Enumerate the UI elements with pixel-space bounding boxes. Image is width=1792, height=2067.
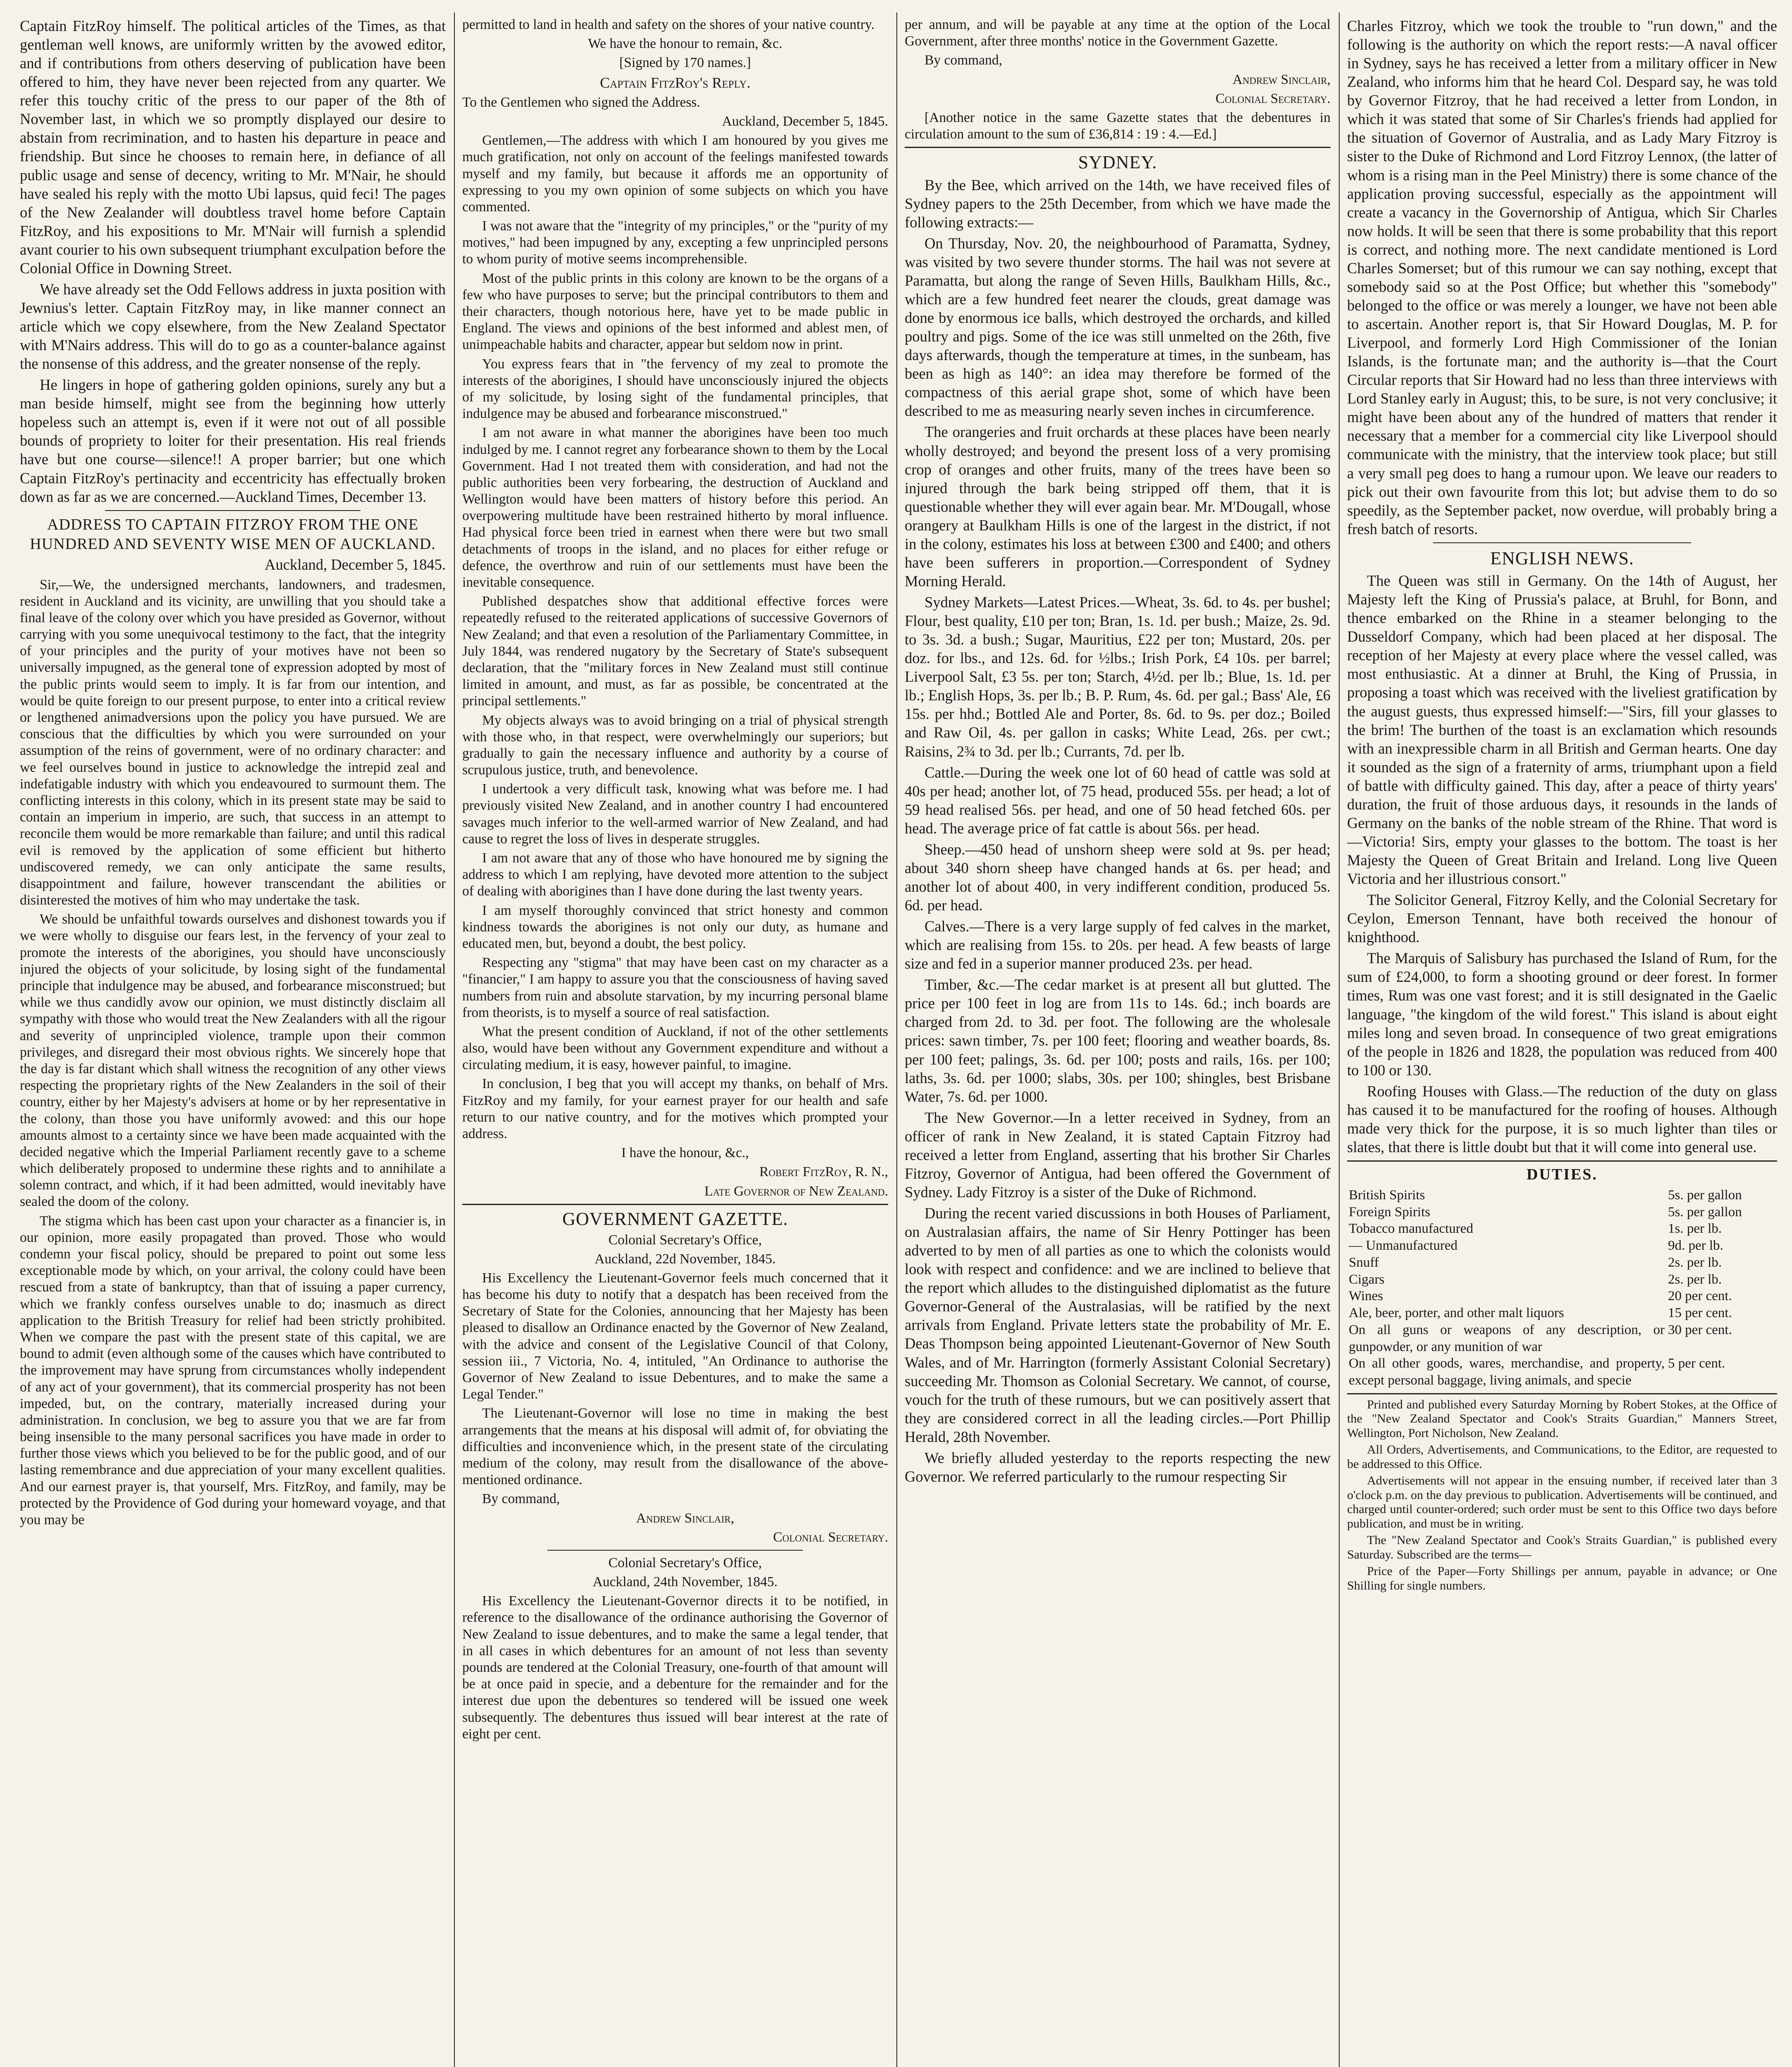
article-text: He lingers in hope of gathering golden opinions, surely any but a man beside himself, might see from the beginning how utterly hopeless such an attempt is, even if it were not out of all possible bounds of propriety to loiter for their presentation. His real friends have but one course—silence!! A proper barrier; but one which Captain FitzRoy's pertinacity and eccentricity has effectually broken down as far as we are concerned.—Auckland Times, December 13. bbox=[20, 376, 446, 505]
article-text: I am not aware that any of those who have honoured me by signing the address to which I am replying, have devoted more attention to the subject of dealing with aborigines than I have done during the last twenty years. bbox=[462, 850, 888, 899]
article-text: Sir,—We, the undersigned merchants, landowners, and tradesmen, resident in Auckland and its vicinity, are unwilling that you should take a final leave of the colony over which you have presided as Governor, without carrying with you some unequivocal testimony to the fact, that the integrity of your principles and the purity of your motives have not been so universally impugned, as the general tone of expression adopted by most of the public prints would seem to imply. It is far from our intention, and would be quite foreign to our present purpose, to enter into a critical review or lengthened animadversions upon the policy you have pursued. We are conscious that the difficulties by which you were surrounded on your assumption of the reins of government, were of no ordinary character: and we feel ourselves bound in justice to acknowledge the intrepid zeal and indefatigable industry with which you endeavoured to surmount them. The conflicting interests in this colony, which in its present state may be said to contain an imperium in imperio, are such, that success in an attempt to reconcile them would be more remarkable than failure; and until this radical evil is removed by the application of some efficient but hitherto undiscovered remedy, we can only anticipate the same results, disappointment and failure, however transcendant the abilities or disinterested the motives of him who may undertake the task. bbox=[20, 577, 446, 908]
signature-name: Robert FitzRoy, R. N., bbox=[759, 1164, 888, 1180]
editor-note: [Another notice in the same Gazette states that the debentures in circulation amount to the sum of £36,814 : 19 : 4.—Ed.] bbox=[905, 110, 1331, 142]
footer-note: The "New Zealand Spectator and Cook's Straits Guardian," is published every Saturday. Subscribed are the terms— bbox=[1347, 1533, 1777, 1561]
article-text: Cattle.—During the week one lot of 60 head of cattle was sold at 40s per head; another lot, of 75 head, produced 55s. per head; a lot of 59 head realised 56s. per head, and one of 50 head fetched 60s. per head. The average price of fat cattle is about 56s. per head. bbox=[905, 764, 1331, 837]
article-text: Charles Fitzroy, which we took the trouble to "run down," and the following is the authority on which the report rests:—A naval officer in Sydney, says he has received a letter from a military officer in New Zealand, who informs him that he heard Col. Despard say, he was told by Governor Fitzroy, that he had received a letter from London, in which it was stated that some of Sir Charles's friends had applied for the situation of Governor of Australia, and as Lady Mary Fitzroy is sister to the Duke of Richmond and Lord Fitzroy Lennox, (the latter of whom is a rising man in the Peel Ministry) there is some chance of the application proving successful, especially as the appointment will create a vacancy in the Governorship of Antigua, which Sir Charles now holds. It will be seen that there is some probability that this report is correct, and nothing more. The next candidate mentioned is Lord Charles Somerset; but of this rumour we can say nothing, except that somebody said so at the Post Office; but whether this "somebody" belonged to the office or was merely a lounger, we have not been able to ascertain. Another report is, that Sir Howard Douglas, M. P. for Liverpool, and formerly Lord High Commissioner of the Ionian Islands, is the fortunate man; and the authority is—that the Court Circular reports that Sir Howard had no less than three interviews with Lord Stanley early in August; this, to be sure, is not very conclusive; it might have been about any of the hundred of matters that render it necessary that a member for a commercial city like Liverpool should communicate with the ministry, that the interview took place; but still a very small peg does to hang a rumour upon. We leave our readers to pick out their own favourite from this lot; but advise them to do so speedily, as the September packet, now overdue, will probably bring a fresh batch of resorts. bbox=[1347, 17, 1777, 537]
article-text: Published despatches show that additional effective forces were repeatedly refused to the reiterated applications of successive Governors of New Zealand; and that even a resolution of the Parliamentary Committee, in July 1844, was rendered nugatory by the Secretary of State's subsequent declaration, that the "military forces in New Zealand must still continue limited in amount, and must, as far as possible, be concentrated at the principal settlements." bbox=[462, 594, 888, 709]
duties-row bbox=[1347, 1204, 1777, 1221]
column-2 bbox=[462, 17, 888, 2067]
reply-addressee: To the Gentlemen who signed the Address. bbox=[462, 94, 700, 110]
article-text: We should be unfaithful towards ourselves and dishonest towards you if we were wholly to disguise our fears lest, in the fervency of your zeal to promote the interests of the aborigines, you should have unconsciously injured the objects of your solicitude, by losing sight of the fundamental principle that indulgence may be abused, and forbearance misconstrued; but while we thus candidly avow our opinion, we must distinctly disclaim all sympathy with those who would treat the New Zealanders with all the rigour and severity of unprincipled violence, trample upon their common privileges, and disregard their most obvious rights. We sincerely hope that the day is far distant which shall witness the recognition of any other views respecting the proprietary rights of the New Zealanders in the soil of their country, either by her Majesty's advisers at home or by her representative in the colony, than those you have uniformly avowed: and this our hope amounts almost to a certainty since we have been made acquainted with the decided negative which the Imperial Parliament recently gave to a scheme which deliberately proposed to undermine these rights and to annihilate a solemn contract, and which, if it had been admitted, would inevitably have sealed the doom of the colony. bbox=[20, 912, 446, 1210]
article-text: Sydney Markets—Latest Prices.—Wheat, 3s. 6d. to 4s. per bushel; Flour, best quality, £10 per ton; Bran, 1s. 1d. per bush.; Maize, 2s. 9d. to 3s. 3d. a bush.; Sugar, Mauritius, £22 per ton; Mustard, 20s. per doz. for lbs., and 12s. 6d. for ½lbs.; Irish Pork, £4 10s. per barrel; Liverpool Salt, £3 5s. per ton; Starch, 4½d. per lb.; Blue, 1s. 1d. per lb.; English Hops, 3s. per lb.; B. P. Rum, 4s. 6d. per gal.; Bass' Ale, £6 15s. per hhd.; Bottled Ale and Porter, 8s. 6d. to 9s. per doz.; Boiled and Raw Oil, 4s. per gallon in casks; White Lead, 26s. per cwt.; Raisins, 2¾ to 3d. per lb.; Currants, 7d. per lb. bbox=[905, 594, 1331, 760]
article-text: Timber, &c.—The cedar market is at present all but glutted. The price per 100 feet in log are from 11s to 14s. 6d.; inch boards are charged from 2d. to 3d. per foot. The following are the wholesale prices: sawn timber, 7s. per 100 feet; flooring and weather boards, 8s. per 100 feet; palings, 3s. 6d. per 100; posts and rails, 16s. per 100; laths, 3s. 6d. per 1000; slabs, 30s. per 100; shingles, best Brisbane Water, 7s. 6d. per 1000. bbox=[905, 976, 1331, 1105]
duties-heading: DUTIES. bbox=[1527, 1166, 1598, 1184]
duty-rate: 5s. per gallon bbox=[1668, 1204, 1742, 1220]
article-text: Calves.—There is a very large supply of fed calves in the market, which are realising from 15s. to 20s. per head. A few beasts of large size and fed in a superior manner produced 23s. per head. bbox=[905, 918, 1331, 972]
dateline: Auckland, 24th November, 1845. bbox=[593, 1574, 778, 1590]
duty-item: Cigars bbox=[1349, 1272, 1385, 1287]
duties-row bbox=[1347, 1187, 1777, 1204]
closing: I have the honour, &c., bbox=[621, 1145, 749, 1161]
closing: We have the honour to remain, &c. bbox=[588, 36, 782, 52]
duties-table bbox=[1347, 1187, 1777, 1389]
duty-item: Wines bbox=[1349, 1289, 1383, 1304]
article-text: Captain FitzRoy himself. The political articles of the Times, as that gentleman well knows, are uniformly written by the avowed editor, and if contributions from others deserving of publication have been offered to him, they have never been rejected from any quarter. We refer this touchy critic of the press to our paper of the 8th of November last, in which we so promptly displayed our desire to abstain from recrimination, and to hasten his departure in peace and friendship. But since he chooses to remain here, in defiance of all public usage and sense of decency, writing to Mr. M'Nair, he should have sealed his reply with the motto Ubi lapsus, quid feci! The pages of the New Zealander will doubtless travel home before Captain FitzRoy, and his expositions to Mr. M'Nair will furnish a splendid avant courier to his own subsequent triumphant exculpation before the Colonial Office in Downing Street. bbox=[20, 17, 446, 277]
article-text: The Lieutenant-Governor will lose no time in making the best arrangements that the means at his disposal will admit of, for obviating the difficulties and inconvenience which, in the present state of the circulating medium of the colony, may result from the disallowance of the above-mentioned ordinance. bbox=[462, 1406, 888, 1488]
divider bbox=[905, 147, 1331, 148]
duty-item: British Spirits bbox=[1349, 1187, 1425, 1203]
column-1 bbox=[20, 17, 446, 2067]
divider bbox=[1347, 1393, 1777, 1394]
divider bbox=[105, 510, 361, 511]
duty-rate: 9d. per lb. bbox=[1668, 1238, 1723, 1253]
article-text: In conclusion, I beg that you will accept my thanks, on behalf of Mrs. FitzRoy and my family, for your earnest prayer for our health and safe return to our native country, and for the motives which prompted your address. bbox=[462, 1076, 888, 1141]
article-text: per annum, and will be payable at any time at the option of the Local Government, after three months' notice in the Government Gazette. bbox=[905, 17, 1331, 49]
reply-heading: Captain FitzRoy's Reply. bbox=[600, 74, 751, 91]
divider bbox=[1347, 1160, 1777, 1162]
duty-item: Ale, beer, porter, and other malt liquors bbox=[1349, 1306, 1564, 1321]
duty-rate: 30 per cent. bbox=[1668, 1322, 1732, 1337]
by-command: By command, bbox=[482, 1491, 560, 1507]
signature-name: Andrew Sinclair, bbox=[1232, 72, 1331, 87]
article-heading: ADDRESS TO CAPTAIN FITZROY FROM THE ONE HUNDRED AND SEVENTY WISE MEN OF AUCKLAND. bbox=[30, 516, 436, 553]
duty-rate: 20 per cent. bbox=[1668, 1289, 1732, 1304]
signature-name: Andrew Sinclair, bbox=[636, 1510, 734, 1526]
article-text: You express fears that in "the fervency of my zeal to promote the interests of the aborigines, I should have unconsciously injured the objects of my solicitude, by losing sight of the fundamental principles, that indulgence may be abused and forbearance misconstrued." bbox=[462, 356, 888, 422]
english-news-heading: ENGLISH NEWS. bbox=[1490, 548, 1634, 568]
footer-price: Price of the Paper—Forty Shillings per annum, payable in advance; or One Shilling for single numbers. bbox=[1347, 1564, 1777, 1592]
signature-title: Colonial Secretary. bbox=[1215, 91, 1331, 106]
column-3 bbox=[905, 17, 1331, 2067]
sydney-heading: SYDNEY. bbox=[1078, 152, 1157, 173]
divider bbox=[1433, 542, 1691, 543]
article-text: I undertook a very difficult task, knowing what was before me. I had previously visited New Zealand, and in another country I had encountered savages much inferior to the well-armed warrior of New Zealand, and had cause to regret the loss of lives in desperate struggles. bbox=[462, 781, 888, 847]
article-text: The stigma which has been cast upon your character as a financier is, in our opinion, more easily propagated than proved. Those who would condemn your fiscal policy, should be prepared to point out some less exceptionable mode by which, on your arrival, the colony could have been rescued from a state of bankruptcy, than that of issuing a paper currency, which we frankly confess ourselves unable to do; inasmuch as direct application to the British Treasury for relief had been strictly prohibited. When we compare the past with the present state of this capital, we are bound to admit (even although some of the causes which have contributed to the improvement may have sprung from circumstances wholly independent of any act of your government), that its commercial prosperity has not been impeded, but, on the contrary, materially increased during your administration. In conclusion, we beg to assure you that we are far from being insensible to the many personal sacrifices you have made in order to further those views which you believed to be for the public good, and of our lasting remembrance and due appreciation of your many excellent qualities. And our earnest prayer is, that yourself, Mrs. FitzRoy, and family, may be protected by the Providence of God during your homeward voyage, and that you may be bbox=[20, 1213, 446, 1528]
article-text: The Queen was still in Germany. On the 14th of August, her Majesty left the King of Prussia's palace, at Bruhl, for Bonn, and thence embarked on the Rhine in a steamer belonging to the Dusseldorf Company, which had been placed at her disposal. The reception of her Majesty at every place where the vessel called, was most enthusiastic. At a dinner at Bruhl, the King of Prussia, in proposing a toast which was received with the liveliest gratification by the august guests, thus expressed himself:—"Sirs, fill your glasses to the brim! The burthen of the toast is an exclamation which resounds with an inexpressible charm in all British and German hearts. One day it sounded as the sign of a fraternity of arms, triumphant upon a field of battle with difficulty gained. This day, after a peace of thirty years' duration, the fruit of those arduous days, it resounds in the lands of Germany on the banks of the noble stream of the Rhine. That word is—Victoria! Sirs, empty your glasses to the bottom. The toast is her Majesty the Queen of Great Britain and Ireland. Long live Queen Victoria and her illustrious consort." bbox=[1347, 572, 1777, 888]
duties-row bbox=[1347, 1355, 1777, 1389]
duties-row bbox=[1347, 1220, 1777, 1237]
article-text: On Thursday, Nov. 20, the neighbourhood of Paramatta, Sydney, was visited by two severe thunder storms. The hail was not severe at Paramatta, but along the range of Seven Hills, Baulkham Hills, &c., which are a few hundred feet nearer the clouds, great damage was done by enormous ice balls, which destroyed the orchards, and killed poultry and pigs. Some of the ice was still unmelted on the 26th, five days afterwards, though the temperature at times, in the sunbeam, has been as high as 140°: an idea may therefore be formed of the compactness of this aerial grape shot, some of which have been described to me as measuring nearly seven inches in circumference. bbox=[905, 234, 1331, 420]
article-text: We briefly alluded yesterday to the reports respecting the new Governor. We referred particularly to the rumour respecting Sir bbox=[905, 1449, 1331, 1485]
article-text: The orangeries and fruit orchards at these places have been nearly wholly destroyed; and beyond the present loss of a very promising crop of oranges and other fruits, many of the trees have been so injured through the bark being stripped off them, that it is questionable whether they will ever again bear. Mr. M'Dougall, whose orangery at Baulkham Hills is one of the largest in the district, if not in the colony, estimates his loss at between £300 and £400; and others have been sufferers in proportion.—Correspondent of Sydney Morning Herald. bbox=[905, 423, 1331, 590]
duties-row bbox=[1347, 1305, 1777, 1322]
article-text: What the present condition of Auckland, if not of the other settlements also, would have been without any Government expenditure and without a circulating medium, it is easy, however painful, to imagine. bbox=[462, 1024, 888, 1073]
office-line: Colonial Secretary's Office, bbox=[608, 1232, 762, 1248]
duty-rate: 2s. per lb. bbox=[1668, 1255, 1722, 1270]
article-text: I was not aware that the "integrity of my principles," or the "purity of my motives," had been impugned by any, excepting a few unprincipled persons to whom purity of motive seems incomprehensible. bbox=[462, 218, 888, 267]
article-text: By the Bee, which arrived on the 14th, we have received files of Sydney papers to the 25th December, from which we have made the following extracts:— bbox=[905, 176, 1331, 231]
column-rule bbox=[454, 12, 455, 2067]
signature-title: Colonial Secretary. bbox=[773, 1529, 888, 1545]
article-text: His Excellency the Lieutenant-Governor feels much concerned that it has become his duty to notify that a despatch has been received from the Secretary of State for the Colonies, announcing that her Majesty has been pleased to disallow an Ordinance enacted by the Governor of New Zealand, with the advice and consent of the Legislative Council of that Colony, session iii., 7 Victoria, No. 4, intituled, "An Ordinance to authorise the Governor of New Zealand to issue Debentures, and to make the same a Legal Tender." bbox=[462, 1270, 888, 1402]
duties-row bbox=[1347, 1288, 1777, 1305]
duty-item: Tobacco manufactured bbox=[1349, 1221, 1473, 1236]
divider bbox=[462, 1204, 888, 1205]
footer-note: Advertisements will not appear in the ensuing number, if received later than 3 o'clock p.m. on the day previous to publication. Advertisements will be continued, and charged until counter-ordered; such order must be sent to this Office two days before publication, and must be in writing. bbox=[1347, 1474, 1777, 1530]
duty-rate: 5 per cent. bbox=[1668, 1356, 1725, 1371]
column-rule bbox=[1339, 12, 1340, 2067]
article-text: I am not aware in what manner the aborigines have been too much indulged by me. I cannot regret any forbearance shown to them by the Local Government. Had I not treated them with consideration, and had not the public authorities been very forbearing, the destruction of Auckland and Wellington would have been matters of history before this period. An overpowering multitude have been restrained hitherto by moral influence. Had physical force been tried in earnest when there were but two small detachments of troops in the island, and no places for either refuge or defence, the overthrow and ruin of our settlements must have been the inevitable consequence. bbox=[462, 425, 888, 590]
dateline: Auckland, 22d November, 1845. bbox=[595, 1251, 776, 1267]
duties-row bbox=[1347, 1237, 1777, 1254]
article-text: The New Governor.—In a letter received in Sydney, from an officer of rank in New Zealand, it is stated Captain Fitzroy had received a letter from England, asserting that his brother Sir Charles Fitzroy, Governor of Antigua, had been offered the Government of Sydney. Lady Fitzroy is a sister of the Duke of Richmond. bbox=[905, 1109, 1331, 1201]
duty-item: On all other goods, wares, merchandise, and property, except personal baggage, living animals, and specie bbox=[1349, 1356, 1665, 1388]
article-text: His Excellency the Lieutenant-Governor directs it to be notified, in reference to the disallowance of the ordinance authorising the Governor of New Zealand to issue debentures, and to make the same a legal tender, that in all cases in which debentures for an amount of not less than seventy pounds are tendered at the Colonial Treasury, one-fourth of that amount will be at once paid in specie, and a debenture for the remainder and for the interest due upon the debentures so tendered will be issued one week subsequently. The debentures thus issued will bear interest at the rate of eight per cent. bbox=[462, 1593, 888, 1742]
signatures-note: [Signed by 170 names.] bbox=[619, 55, 751, 71]
divider bbox=[547, 1550, 803, 1551]
duties-row bbox=[1347, 1254, 1777, 1271]
duty-item: On all guns or weapons of any description, or gunpowder, or any munition of war bbox=[1349, 1322, 1665, 1354]
column-4 bbox=[1347, 17, 1777, 2067]
article-text: permitted to land in health and safety on the shores of your native country. bbox=[462, 17, 874, 32]
article-text: Respecting any "stigma" that may have been cast on my character as a "financier," I am happy to assure you that the consciousness of having saved numbers from ruin and absolute starvation, by my incurring personal blame from theorists, is to myself a source of real satisfaction. bbox=[462, 955, 888, 1020]
article-text: Roofing Houses with Glass.—The reduction of the duty on glass has caused it to be manufactured for the roofing of houses. Although made very thick for the purpose, it is so much lighter than tiles or slates, that there is little doubt but that it will come into general use. bbox=[1347, 1082, 1777, 1155]
article-text: My objects always was to avoid bringing on a trial of physical strength with those who, in that respect, were overwhelmingly our superiors; but gradually to gain the necessary influence and authority by a course of scrupulous justice, truth, and benevolence. bbox=[462, 712, 888, 778]
article-text: The Marquis of Salisbury has purchased the Island of Rum, for the sum of £24,000, to form a shooting ground or deer forest. In former times, Rum was one vast forest; and it is still designated in the Gaelic language, "the kingdom of the wild forest." This island is about eight miles long and seven broad. In consequence of two great emigrations of the people in 1826 and 1828, the population was reduced from 400 to 100 or 130. bbox=[1347, 950, 1777, 1079]
signature-title: Late Governor of New Zealand. bbox=[704, 1183, 888, 1199]
article-text: During the recent varied discussions in both Houses of Parliament, on Australasian affairs, the name of Sir Henry Pottinger has been adverted to by men of all parties as one to which the colonists would look with respect and confidence: and we are inclined to believe that the report which alludes to the distinguished diplomatist as the future Governor-General of the Australasias, will be ratified by the next arrivals from England. Private letters state the probability of Mr. E. Deas Thompson being appointed Lieutenant-Governor of New South Wales, and of Mr. Harrington (formerly Assistant Colonial Secretary) succeeding Mr. Thomson as Colonial Secretary. We cannot, of course, vouch for the truth of these rumours, but we can positively assert that they are considered correct in all the leading circles.—Port Phillip Herald, 28th November. bbox=[905, 1205, 1331, 1445]
duty-rate: 15 per cent. bbox=[1668, 1306, 1732, 1321]
duties-row bbox=[1347, 1271, 1777, 1288]
dateline: Auckland, December 5, 1845. bbox=[265, 556, 446, 573]
dateline: Auckland, December 5, 1845. bbox=[722, 113, 888, 129]
duty-item: — Unmanufactured bbox=[1349, 1238, 1457, 1253]
article-text: I am myself thoroughly convinced that strict honesty and common kindness towards the aborigines is not only our duty, as humane and educated men, but, beyond a doubt, the best policy. bbox=[462, 902, 888, 951]
article-text: We have already set the Odd Fellows address in juxta position with Jewnius's letter. Captain FitzRoy may, in like manner connect an article which we copy elsewhere, from the New Zealand Spectator with M'Nairs address. This will do to go as a counter-balance against the nonsense of this address, and the greater nonsense of the reply. bbox=[20, 280, 446, 372]
duty-item: Foreign Spirits bbox=[1349, 1204, 1431, 1220]
article-text: The Solicitor General, Fitzroy Kelly, and the Colonial Secretary for Ceylon, Emerson Tennant, have both received the honour of knighthood. bbox=[1347, 891, 1777, 946]
duty-rate: 1s. per lb. bbox=[1668, 1221, 1722, 1236]
column-rule bbox=[896, 12, 897, 2067]
footer-imprint: Printed and published every Saturday Morning by Robert Stokes, at the Office of the "New Zealand Spectator and Cook's Straits Guardian," Manners Street, Wellington, Port Nicholson, New Zealand. bbox=[1347, 1397, 1777, 1440]
by-command: By command, bbox=[925, 53, 1002, 68]
duty-rate: 5s. per gallon bbox=[1668, 1187, 1742, 1203]
article-text: Most of the public prints in this colony are known to be the organs of a few who have purposes to serve; but the principal contributors to them and their characters, though notorious here, have yet to be made public in England. The views and opinions of the best informed and ablest men, of unimpeachable habits and character, appear but seldom now in print. bbox=[462, 270, 888, 353]
gazette-heading: GOVERNMENT GAZETTE. bbox=[562, 1208, 788, 1229]
duties-row bbox=[1347, 1322, 1777, 1356]
duty-item: Snuff bbox=[1349, 1255, 1379, 1270]
article-text: Gentlemen,—The address with which I am honoured by you gives me much gratification, not only on account of the feelings manifested towards myself and my family, but because it affords me an opportunity of expressing to you my own opinion of some subjects on which you have commented. bbox=[462, 133, 888, 215]
footer-note: All Orders, Advertisements, and Communications, to the Editor, are requested to be addressed to this Office. bbox=[1347, 1443, 1777, 1471]
duty-rate: 2s. per lb. bbox=[1668, 1272, 1722, 1287]
article-text: Sheep.—450 head of unshorn sheep were sold at 9s. per head; about 340 shorn sheep have changed hands at 6s. per head; and another lot of about 400, in very indifferent condition, produced 5s. 6d. per head. bbox=[905, 840, 1331, 914]
office-line: Colonial Secretary's Office, bbox=[608, 1555, 762, 1571]
